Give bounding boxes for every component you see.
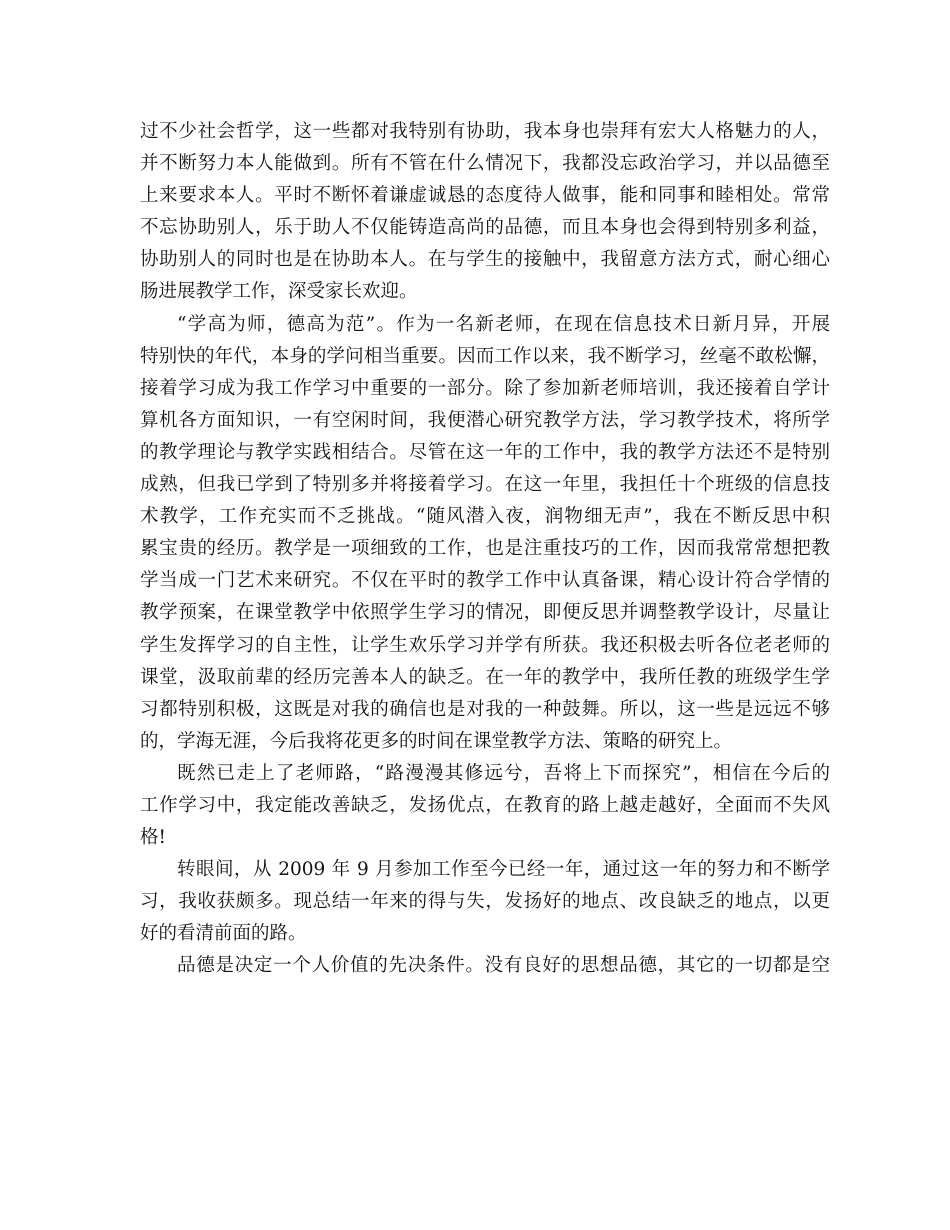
text-line: 特别快的年代，本身的学问相当重要。因而工作以来，我不断学习，丝毫不敢松懈， [140,345,830,367]
text-line: 转眼间，从 2009 年 9 月参加工作至今已经一年，通过这一年的努力和不断学 [177,859,830,881]
text-line: 术教学，工作充实而不乏挑战。“随风潜入夜，润物细无声”，我在不断反思中积 [140,506,830,528]
text-line: “学高为师，德高为范”。作为一名新老师，在现在信息技术日新月异，开展 [177,313,830,335]
text-line: 教学预案，在课堂教学中依照学生学习的情况，即便反思并调整教学设计，尽量让 [140,602,830,624]
document-body-text [140,116,830,983]
text-line: 过不少社会哲学，这一些都对我特别有协助，我本身也崇拜有宏大人格魅力的人， [140,121,830,142]
text-line: 课堂，汲取前辈的经历完善本人的缺乏。在一年的教学中，我所任教的班级学生学 [140,666,830,688]
text-line: 的，学海无涯，今后我将花更多的时间在课堂教学方法、策略的研究上。 [140,730,733,752]
text-line: 算机各方面知识，一有空闲时间，我便潜心研究教学方法，学习教学技术，将所学 [140,409,830,431]
text-line: 的教学理论与教学实践相结合。尽管在这一年的工作中，我的教学方法还不是特别 [140,441,830,463]
text-line: 品德是决定一个人价值的先决条件。没有良好的思想品德，其它的一切都是空 [177,955,830,977]
text-line: 好的看清前面的路。 [140,923,307,945]
text-line: 格! [140,827,166,849]
text-line: 上来要求本人。平时不断怀着谦虚诚恳的态度待人做事，能和同事和睦相处。常常 [140,185,830,207]
text-line: 不忘协助别人，乐于助人不仅能铸造高尚的品德，而且本身也会得到特别多利益， [140,217,830,239]
text-line: 工作学习中，我定能改善缺乏，发扬优点，在教育的路上越走越好，全面而不失风 [140,794,830,816]
text-line: 接着学习成为我工作学习中重要的一部分。除了参加新老师培训，我还接着自学计 [140,377,830,399]
text-line: 学生发挥学习的自主性，让学生欢乐学习并学有所获。我还积极去听各位老老师的 [140,634,830,656]
text-line: 习，我收获颇多。现总结一年来的得与失，发扬好的地点、改良缺乏的地点，以更 [140,891,830,913]
text-line: 协助别人的同时也是在协助本人。在与学生的接触中，我留意方法方式，耐心细心 [140,249,830,271]
text-line: 习都特别积极，这既是对我的确信也是对我的一种鼓舞。所以，这一些是远远不够 [140,698,830,720]
text-line: 成熟，但我已学到了特别多并将接着学习。在这一年里，我担任十个班级的信息技 [140,474,830,496]
text-line: 肠进展教学工作，深受家长欢迎。 [140,281,418,303]
text-line: 累宝贵的经历。教学是一项细致的工作，也是注重技巧的工作，因而我常常想把教 [140,538,830,560]
text-line: 既然已走上了老师路，“路漫漫其修远兮，吾将上下而探究”，相信在今后的 [177,762,830,784]
text-line: 学当成一门艺术来研究。不仅在平时的教学工作中认真备课，精心设计符合学情的 [140,570,830,592]
text-line: 并不断努力本人能做到。所有不管在什么情况下，我都没忘政治学习，并以品德至 [140,153,830,175]
